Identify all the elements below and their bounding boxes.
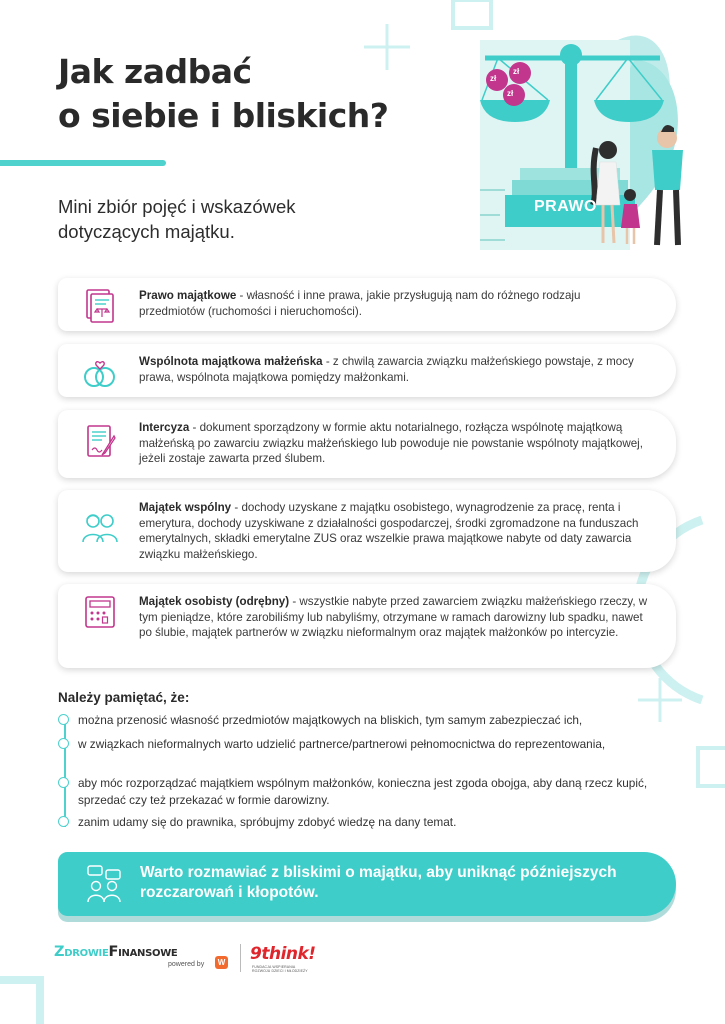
coin-label-2: zł — [513, 67, 520, 76]
partner-logo: W — [215, 956, 228, 969]
card-intercyza — [58, 410, 676, 478]
banner-text: Warto rozmawiać z bliskimi o majątku, aby uniknąć późniejszych rozczarowań i kłopotów. — [140, 864, 617, 901]
bullet-dot — [58, 816, 69, 827]
subtitle-line-2: dotyczących majątku. — [58, 221, 235, 242]
list-item-text: aby móc rozporządzać majątkiem wspólnym małżonków, konieczna jest zgoda obojga, aby daną rzecz kupić, sprzedać czy też przekazać w formie darowizny. — [78, 776, 648, 807]
coin-label-3: zł — [507, 89, 514, 98]
card-definition: - dokument sporządzony w formie aktu notarialnego, rozłącza wspólnotę majątkową małżeńską po zawarciu związku małżeńskiego lub powoduje nie powstanie wspólnoty majątkowej, jeżeli zostaje zawarta przed ślubem. — [139, 421, 643, 466]
card-definition: - własność i inne prawa, jakie przysługują nam do różnego rodzaju przedmiotów (ruchomości i nieruchomości). — [139, 289, 581, 318]
powered-by-label: powered by — [168, 961, 205, 968]
card-term: Prawo majątkowe — [139, 289, 237, 302]
prawo-sign: PRAWO — [534, 198, 597, 215]
card-term: Wspólnota majątkowa małżeńska — [139, 355, 323, 368]
calculator-icon — [80, 592, 120, 632]
card-majatek-osobisty — [58, 584, 676, 668]
bullet-dot — [58, 738, 69, 749]
notes-heading: Należy pamiętać, że: — [58, 690, 190, 705]
card-definition: - z chwilą zawarcia związku małżeńskiego powstaje, z mocy prawa, wspólnota majątkowa pomiędzy małżonkami. — [139, 355, 634, 384]
list-item-text: w związkach nieformalnych warto udzielić partnerce/partnerowi pełnomocnictwa do reprezentowania, — [78, 737, 606, 751]
card-term: Majątek osobisty (odrębny) — [139, 595, 290, 608]
title-line-2: o siebie i bliskich? — [58, 96, 389, 135]
subtitle-line-1: Mini zbiór pojęć i wskazówek — [58, 196, 296, 217]
contract-pen-icon — [80, 422, 120, 462]
law-document-icon — [80, 285, 120, 325]
zdrowie-finansowe-logo — [54, 944, 177, 960]
think-word: think! — [261, 944, 316, 964]
wedding-rings-icon — [80, 351, 120, 391]
card-definition: - dochody uzyskane z majątku osobistego, wynagrodzenie za pracę, renta i emerytura, dochody uzyskiwane z działalności gospodarczej, środki zgromadzone na funduszach emerytalnych, składki emerytalne ZUS oraz wszelkie prawa majątkowe nabyte od daty zawarcia związku małżeńskiego. — [139, 501, 639, 561]
think-logo — [250, 944, 316, 964]
title-line-1: Jak zadbać — [58, 52, 252, 91]
list-item-text: zanim udamy się do prawnika, spróbujmy zdobyć wiedzę na dany temat. — [78, 815, 457, 829]
card-majatek-wspolny — [58, 490, 676, 572]
coin-label-1: zł — [490, 74, 497, 83]
list-item-text: można przenosić własność przedmiotów majątkowych na bliskich, tym samym zabezpieczać ich, — [78, 713, 583, 727]
footer-divider — [240, 944, 241, 972]
card-term: Intercyza — [139, 421, 190, 434]
think-tagline: FUNDACJA WSPIERANIA ROZWOJU DZIECI I MŁODZIEŻY — [252, 965, 308, 973]
advice-banner — [58, 852, 676, 916]
card-prawo-majatkowe — [58, 278, 676, 331]
card-wspolnota-majatkowa — [58, 344, 676, 397]
card-definition: - wszystkie nabyte przed zawarciem związku małżeńskiego rzeczy, w tym pieniądze, które zarobiliśmy lub nabyliśmy, otrzymane w ramach darowizny lub spadku, nawet po ślubie, majątek partnerów w związku nieformalnym oraz majątek małżonków po intercyzie. — [139, 595, 648, 640]
think-number: 9 — [250, 944, 262, 964]
logo-part-finansowe: Finansowe — [108, 944, 178, 960]
people-chat-icon — [86, 864, 122, 904]
bullet-dot — [58, 714, 69, 725]
card-term: Majątek wspólny — [139, 501, 232, 514]
logo-part-zdrowie: Zdrowie — [54, 944, 109, 960]
couple-icon — [80, 508, 120, 548]
bullet-dot — [58, 777, 69, 788]
